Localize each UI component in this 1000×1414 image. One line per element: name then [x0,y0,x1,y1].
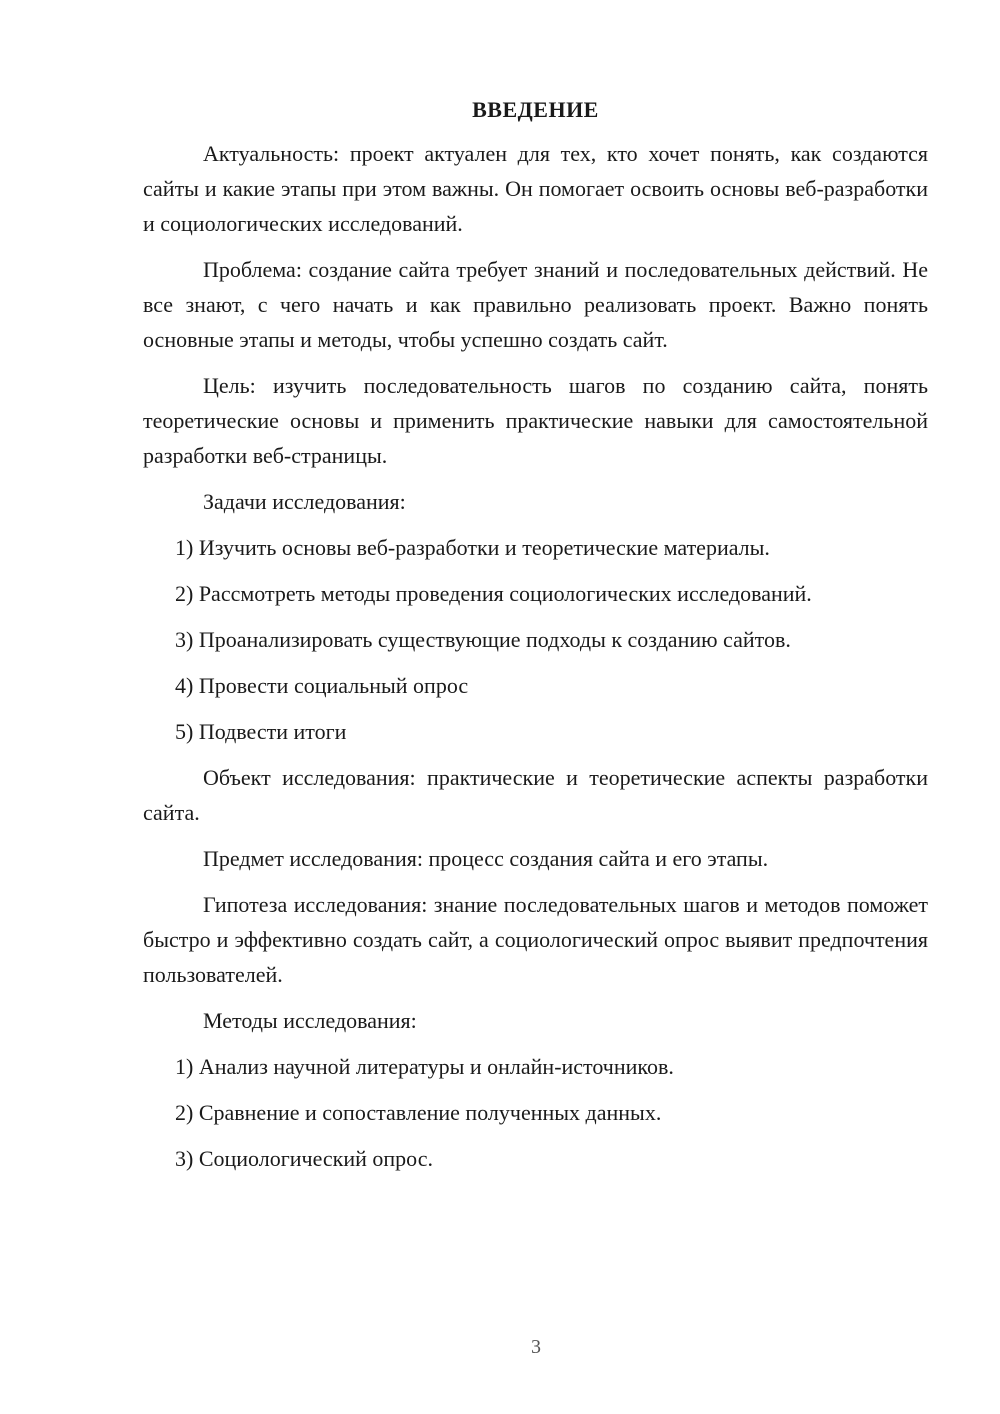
problem-paragraph: Проблема: создание сайта требует знаний и последовательных действий. Не все знают, с чего начать и как правильно реализовать проект. Важно понять основные этапы и методы, чтобы успешно создать сайт. [143,257,928,352]
page-content [143,92,928,1187]
list-item: 1) Изучить основы веб-разработки и теоретические материалы. [175,535,770,560]
subject-paragraph: Предмет исследования: процесс создания сайта и его этапы. [203,846,769,871]
list-item: 2) Сравнение и сопоставление полученных данных. [175,1100,662,1125]
methods-title: Методы исследования: [203,1008,417,1033]
hypothesis-paragraph: Гипотеза исследования: знание последовательных шагов и методов поможет быстро и эффективно создать сайт, а социологический опрос выявит предпочтения пользователей. [143,892,928,987]
page-number: 3 [531,1336,541,1358]
list-item: 4) Провести социальный опрос [175,673,469,698]
list-item: 3) Проанализировать существующие подходы к созданию сайтов. [175,627,791,652]
list-item: 1) Анализ научной литературы и онлайн-источников. [175,1054,674,1079]
object-paragraph: Объект исследования: практические и теоретические аспекты разработки сайта. [143,765,928,825]
goal-paragraph: Цель: изучить последовательность шагов по созданию сайта, понять теоретические основы и применить практические навыки для самостоятельной разработки веб-страницы. [143,373,928,468]
list-item: 2) Рассмотреть методы проведения социологических исследований. [175,581,812,606]
list-item: 3) Социологический опрос. [175,1146,433,1171]
list-item: 5) Подвести итоги [175,719,347,744]
relevance-paragraph: Актуальность: проект актуален для тех, кто хочет понять, как создаются сайты и какие этапы при этом важны. Он помогает освоить основы веб-разработки и социологических исследований. [143,141,928,236]
tasks-title: Задачи исследования: [203,489,406,514]
section-heading: ВВЕДЕНИЕ [472,97,599,122]
tasks-list [143,530,928,749]
methods-list [143,1049,928,1176]
